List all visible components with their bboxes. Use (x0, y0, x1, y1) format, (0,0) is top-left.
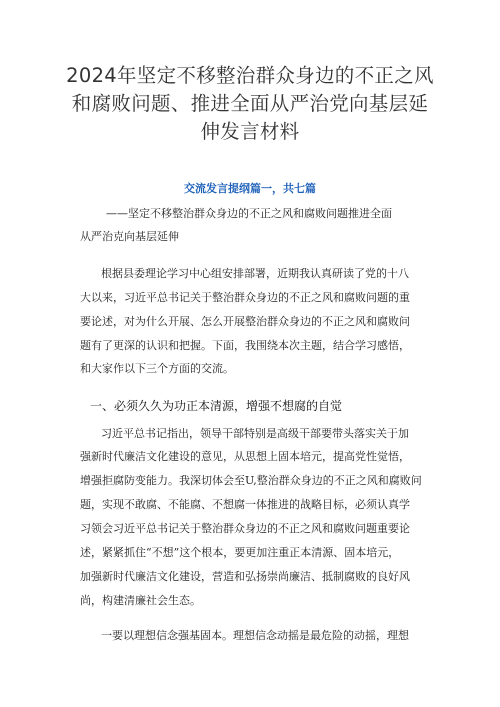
paragraph-line: 根据县委理论学习中心组安排部署，近期我认真研读了党的十八 (101, 267, 409, 280)
paragraph-line: 尚，构建清廉社会生态。 (80, 594, 201, 607)
paragraph-line: 述，紧紧抓住“不想”这个根本，要更加注重正本清源、固本培元， (80, 546, 400, 559)
paragraph-line: 大以来，习近平总书记关于整治群众身边的不正之风和腐败问题的重 (80, 291, 410, 304)
paragraph-line: 强新时代廉洁文化建设的意见，从思想上固本培元，提高党性觉悟， (80, 450, 410, 463)
section-heading: 一、必须久久为功正本清源，增强不想腐的自觉 (90, 399, 343, 413)
document-title (56, 62, 444, 146)
paragraph-line: 题有了更深的认识和把握。下面，我围绕本次主题，结合学习感悟， (80, 339, 410, 352)
title-line: 和腐败问题、推进全面从严治党向基层延 (71, 92, 429, 115)
paragraph-line: 一要以理想信念强基固本。理想信念动摇是最危险的动摇，理想 (101, 629, 409, 642)
paragraph-line: 习领会习近平总书记关于整治群众身边的不正之风和腐败问题重要论 (80, 522, 410, 535)
section-subtitle: 交流发言提纲篇一，共七篇 (184, 182, 316, 195)
paragraph-line: 要论述，对为什么开展、怎么开展整治群众身边的不正之风和腐败问 (80, 315, 410, 328)
paragraph-line: 和大家作以下三个方面的交流。 (80, 362, 234, 375)
intro-line: ——坚定不移整治群众身边的不正之风和腐败问题推进全面 (106, 207, 392, 220)
paragraph-line: 加强新时代廉洁文化建设，营造和弘扬崇尚廉洁、抵制腐败的良好风 (80, 570, 410, 583)
paragraph-line: 习近平总书记指出，领导干部特别是高级干部要带头落实关于加 (101, 427, 409, 440)
title-line: 2024年坚定不移整治群众身边的不正之风 (66, 64, 434, 87)
paragraph-line: 增强拒腐防变能力。我深切体会至U,整治群众身边的不正之风和腐败问 (80, 474, 422, 487)
title-line: 伸发言材料 (200, 120, 300, 143)
paragraph-line: 题，实现不敢腐、不能腐、不想腐一体推进的战略目标，必须认真学 (80, 498, 410, 511)
intro-line: 从严治克向基层延伸 (80, 230, 179, 243)
